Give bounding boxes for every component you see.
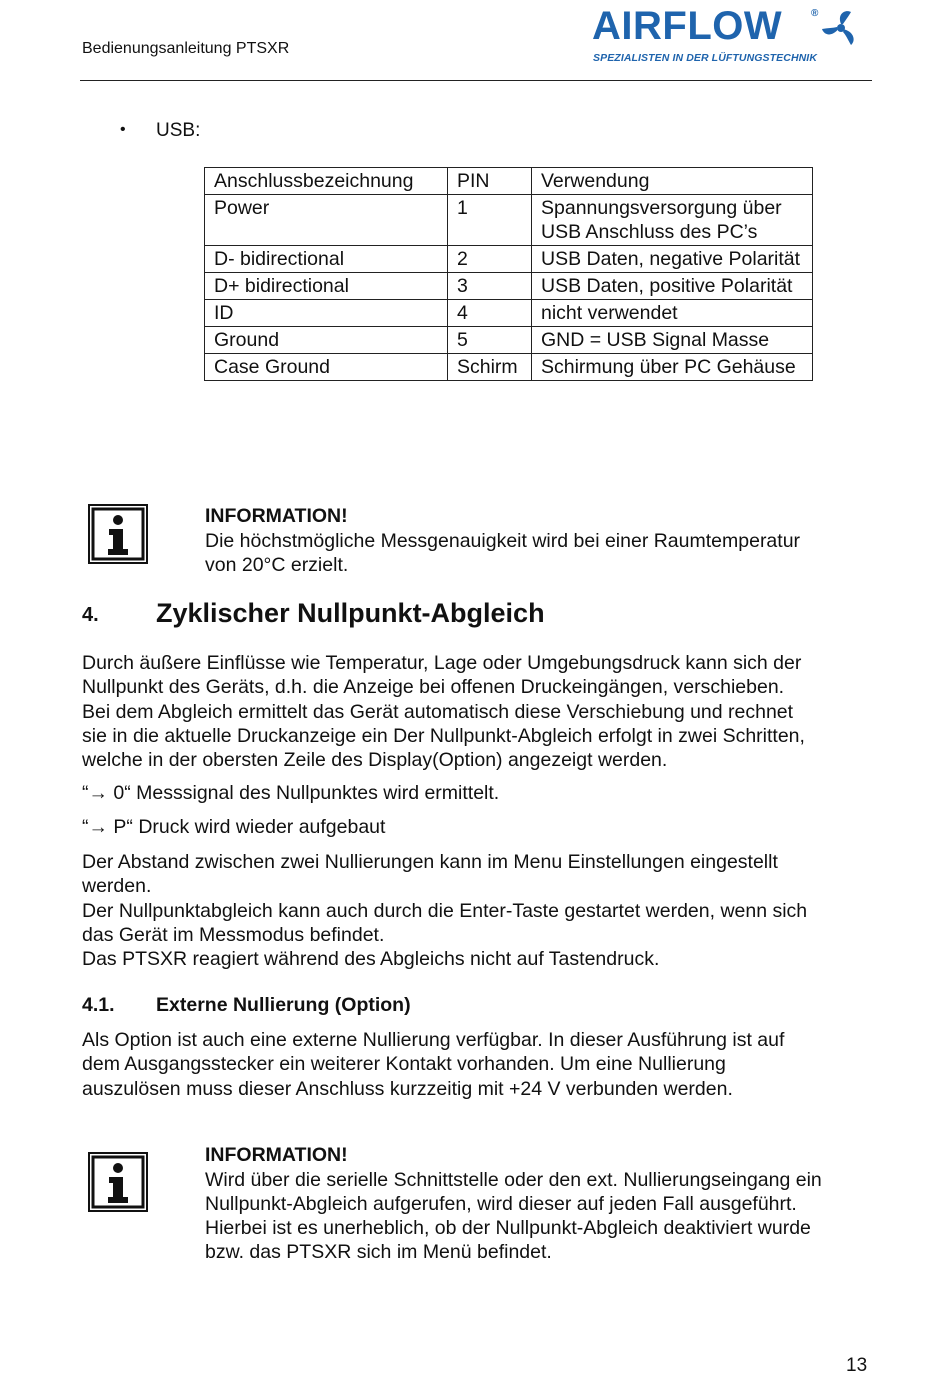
subsection-number: 4.1. xyxy=(82,994,115,1016)
table-row xyxy=(205,195,813,246)
logo-registered-mark: ® xyxy=(811,8,819,19)
paragraph-line: welche in der obersten Zeile des Display(Option) angezeigt werden. xyxy=(82,749,668,772)
page-number: 13 xyxy=(846,1355,868,1376)
table-cell: Case Ground xyxy=(205,354,448,381)
table-cell: USB Daten, negative Polarität xyxy=(532,246,813,273)
table-row xyxy=(205,273,813,300)
table-cell: ID xyxy=(205,300,448,327)
document-title: Bedienungsanleitung PTSXR xyxy=(82,40,290,57)
table-row xyxy=(205,300,813,327)
table-header-cell: Verwendung xyxy=(532,168,813,195)
paragraph-line: auszulösen muss dieser Anschluss kurzzeitig mit +24 V verbunden werden. xyxy=(82,1077,733,1100)
table-cell: 5 xyxy=(448,327,532,354)
table-cell: D+ bidirectional xyxy=(205,273,448,300)
table-cell: nicht verwendet xyxy=(532,300,813,327)
table-cell: D- bidirectional xyxy=(205,246,448,273)
table-cell: 3 xyxy=(448,273,532,300)
paragraph-line: Durch äußere Einflüsse wie Temperatur, Lage oder Umgebungsdruck kann sich der xyxy=(82,652,802,674)
paragraph xyxy=(82,651,872,772)
step-line: “→ 0“ Messsignal des Nullpunktes wird ermittelt. xyxy=(82,782,500,804)
info-heading: INFORMATION! xyxy=(205,505,348,527)
info-text-line: von 20°C erzielt. xyxy=(205,554,349,576)
info-text-line: Wird über die serielle Schnittstelle oder den ext. Nullierungseingang ein xyxy=(205,1169,822,1191)
table-cell: Spannungsversorgung über USB Anschluss des PC’s xyxy=(532,195,813,246)
info-text-line: Die höchstmögliche Messgenauigkeit wird bei einer Raumtemperatur xyxy=(205,530,801,552)
table-cell: 4 xyxy=(448,300,532,327)
info-text-line: Hierbei ist es unerheblich, ob der Nullpunkt-Abgleich deaktiviert wurde xyxy=(205,1217,811,1239)
information-icon xyxy=(88,504,148,564)
table-header-row xyxy=(205,168,813,195)
table-row xyxy=(205,354,813,381)
table-cell: 1 xyxy=(448,195,532,246)
logo-wordmark: AIRFLOW xyxy=(592,4,783,48)
table-row xyxy=(205,327,813,354)
table-cell: GND = USB Signal Masse xyxy=(532,327,813,354)
step-line: “→ P“ Druck wird wieder aufgebaut xyxy=(82,816,386,838)
table-cell: Schirm xyxy=(448,354,532,381)
paragraph-line: Als Option ist auch eine externe Nullierung verfügbar. In dieser Ausführung ist auf xyxy=(82,1029,785,1051)
airflow-logo xyxy=(592,6,867,66)
table-row xyxy=(205,246,813,273)
paragraph-line: Das PTSXR reagiert während des Abgleichs nicht auf Tastendruck. xyxy=(82,948,660,971)
information-icon xyxy=(88,1152,148,1212)
section-number: 4. xyxy=(82,604,99,626)
table-header-cell: Anschlussbezeichnung xyxy=(205,168,448,195)
info-text xyxy=(205,1168,885,1264)
table-header-cell: PIN xyxy=(448,168,532,195)
paragraph-line: das Gerät im Messmodus befindet. xyxy=(82,923,385,946)
logo-tagline: SPEZIALISTEN IN DER LÜFTUNGSTECHNIK xyxy=(593,52,818,64)
subsection-title: Externe Nullierung (Option) xyxy=(156,994,411,1016)
info-text-line: Nullpunkt-Abgleich aufgerufen, wird dieser auf jeden Fall ausgeführt. xyxy=(205,1193,797,1215)
section-title: Zyklischer Nullpunkt-Abgleich xyxy=(156,598,545,628)
bullet-label: USB: xyxy=(156,120,201,141)
info-text-line: bzw. das PTSXR sich im Menü befindet. xyxy=(205,1241,552,1263)
paragraph xyxy=(82,1028,872,1101)
table-cell: Ground xyxy=(205,327,448,354)
paragraph xyxy=(82,850,872,971)
paragraph-line: werden. xyxy=(82,875,152,898)
usb-pinout-table xyxy=(204,167,813,381)
paragraph-line: Nullpunkt des Geräts, d.h. die Anzeige bei offenen Druckeingängen, verschieben. xyxy=(82,676,785,699)
bullet-symbol: • xyxy=(120,121,126,138)
header-divider xyxy=(80,80,872,81)
fan-blade-icon xyxy=(821,8,861,48)
paragraph-line: sie in die aktuelle Druckanzeige ein Der Nullpunkt-Abgleich erfolgt in zwei Schritten, xyxy=(82,724,805,747)
paragraph-line: Der Abstand zwischen zwei Nullierungen kann im Menu Einstellungen eingestellt xyxy=(82,851,778,873)
paragraph-line: Der Nullpunktabgleich kann auch durch die Enter-Taste gestartet werden, wenn sich xyxy=(82,899,808,922)
table-cell: Schirmung über PC Gehäuse xyxy=(532,354,813,381)
table-cell: 2 xyxy=(448,246,532,273)
paragraph-line: Bei dem Abgleich ermittelt das Gerät automatisch diese Verschiebung und rechnet xyxy=(82,700,794,723)
paragraph-line: dem Ausgangsstecker ein weiterer Kontakt vorhanden. Um eine Nullierung xyxy=(82,1053,726,1076)
table-cell: Power xyxy=(205,195,448,246)
table-cell: USB Daten, positive Polarität xyxy=(532,273,813,300)
info-heading: INFORMATION! xyxy=(205,1144,348,1166)
